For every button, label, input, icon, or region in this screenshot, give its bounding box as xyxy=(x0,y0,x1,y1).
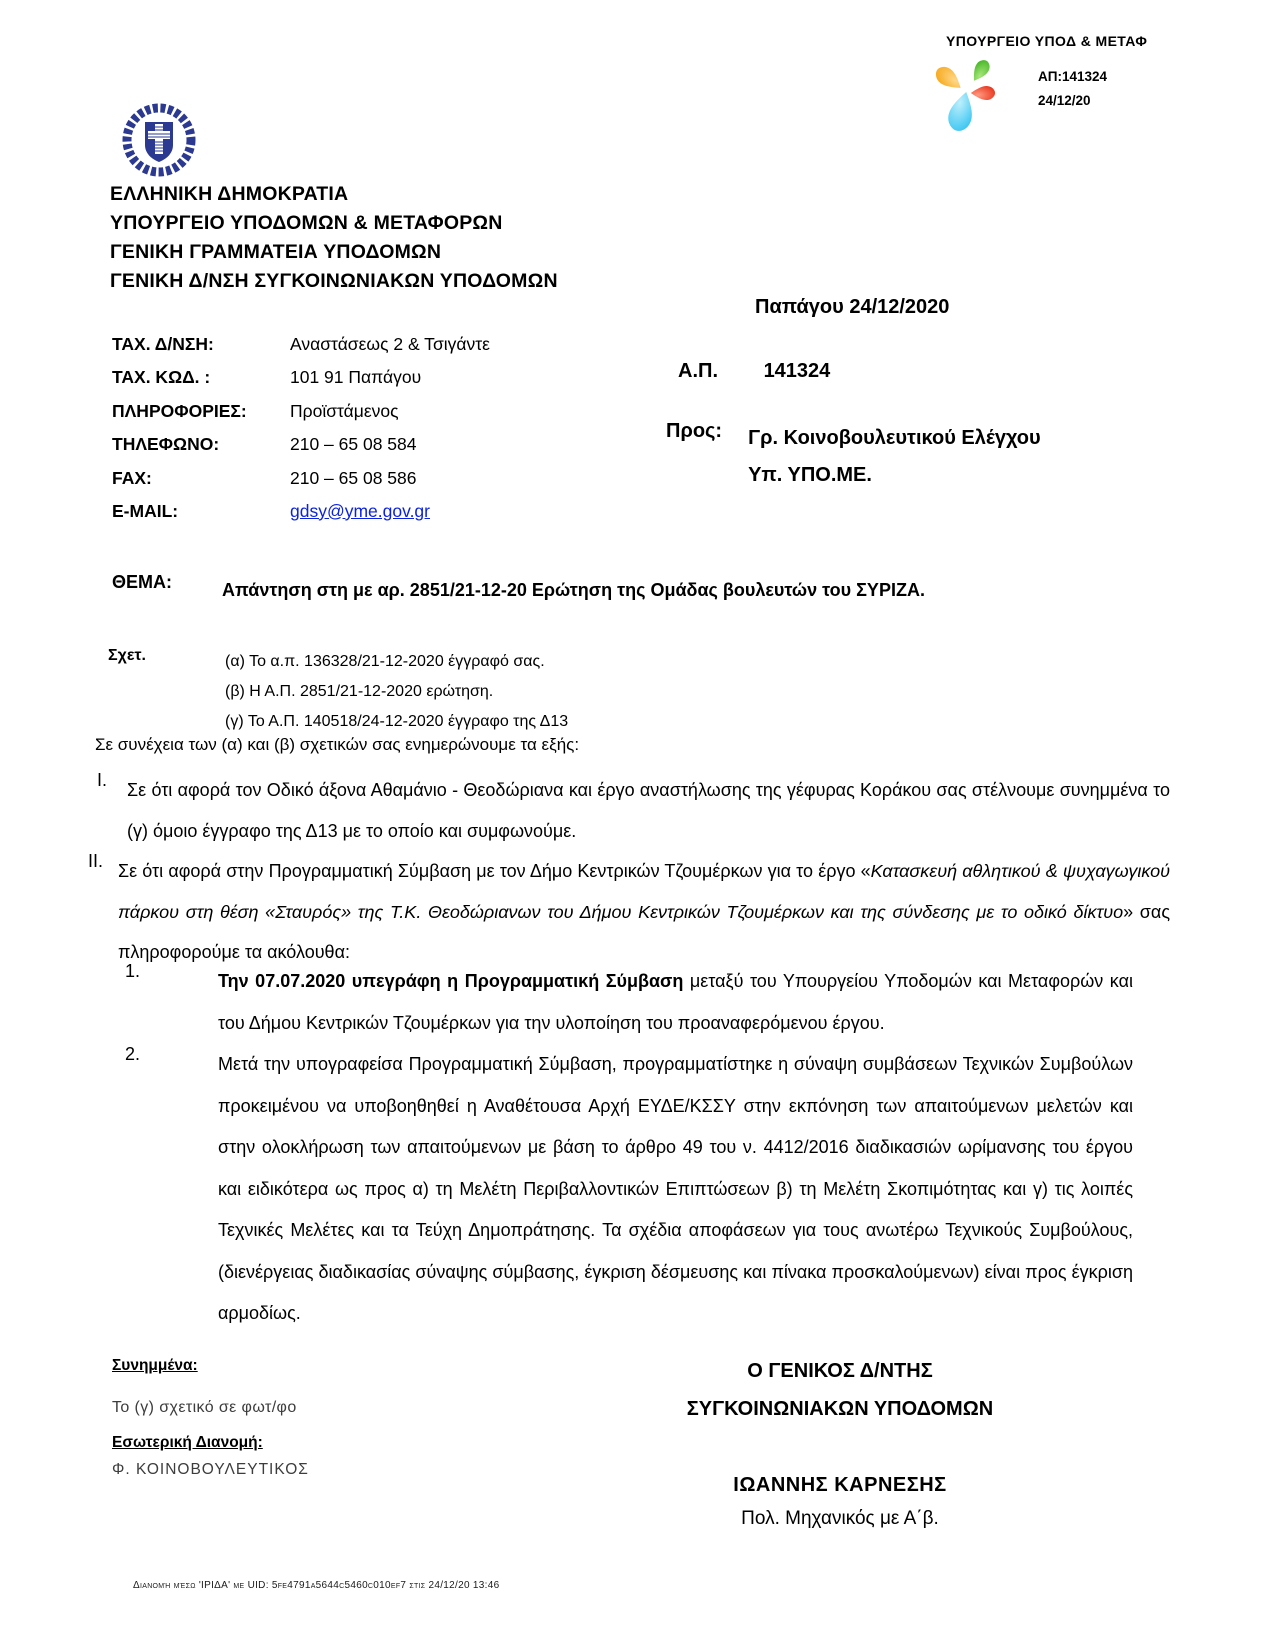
contact-label: ΠΛΗΡΟΦΟΡΙΕΣ: xyxy=(112,401,247,421)
contact-row-email xyxy=(112,501,612,534)
body-intro: Σε συνέχεια των (α) και (β) σχετικών σας ενημερώνουμε τα εξής: xyxy=(95,735,580,754)
subitem-number: 1. xyxy=(125,961,141,981)
contact-value: 101 91 Παπάγου xyxy=(290,366,422,387)
contact-block xyxy=(112,334,612,533)
subject-text: Απάντηση στη με αρ. 2851/21-12-20 Ερώτηση της Ομάδας βουλευτών του ΣΥΡΙΖΑ. xyxy=(222,580,925,600)
contact-value: 210 – 65 08 586 xyxy=(290,468,417,488)
contact-value: Αναστάσεως 2 & Τσιγάντε xyxy=(290,334,490,354)
subject-block xyxy=(112,572,1142,609)
contact-row-phone xyxy=(112,434,612,467)
stamp-date: 24/12/20 xyxy=(1038,93,1091,108)
stamp-ministry-title: ΥΠΟΥΡΓΕΙΟ ΥΠΟΔ & ΜΕΤΑΦ xyxy=(946,33,1148,49)
subitem-number: 2. xyxy=(125,1044,141,1064)
item-number: ΙΙ. xyxy=(88,851,104,871)
recipient-block xyxy=(666,420,1041,494)
protocol-row xyxy=(678,360,830,383)
item-text: Σε ότι αφορά στην Προγραμματική Σύμβαση με τον Δήμο Κεντρικών Τζουμέρκων για το έργο «Κατασκευή αθλητικού & ψυχαγωγικού πάρκου στη θέση «Σταυρός» της Τ.Κ. Θεοδώριανων του Δήμου Κεντρικών Τζουμέρκων και της σύνδεσης με το οδικό δίκτυο» σας πληροφορούμε τα ακόλουθα: xyxy=(118,861,1171,962)
contact-row-address xyxy=(112,334,612,367)
contact-value: Προϊστάμενος xyxy=(290,401,399,421)
signer-role: Πολ. Μηχανικός με Α΄β. xyxy=(741,1508,939,1529)
body-item-2 xyxy=(88,851,1170,973)
letterhead-line-republic: ΕΛΛΗΝΙΚΗ ΔΗΜΟΚΡΑΤΙΑ xyxy=(110,183,349,205)
signer-title-line2: ΣΥΓΚΟΙΝΩΝΙΑΚΩΝ ΥΠΟΔΟΜΩΝ xyxy=(686,1398,994,1420)
place-and-date: Παπάγου 24/12/2020 xyxy=(755,296,950,318)
contact-label: ΤΑΧ. ΚΩΔ. : xyxy=(112,366,211,387)
email-link[interactable]: gdsy@yme.gov.gr xyxy=(290,500,430,521)
related-item-a: (α) Το α.π. 136328/21-12-2020 έγγραφό σας. xyxy=(225,653,545,670)
body-subitem-2 xyxy=(125,1044,1133,1335)
attachments-label: Συνημμένα: xyxy=(112,1357,198,1374)
subitem-text: Μετά την υπογραφείσα Προγραμματική Σύμβαση, προγραμματίστηκε η σύναψη συμβάσεων Τεχνικών Συμβούλων προκειμένου να υποβοηθηθεί η Αναθέτουσα Αρχή ΕΥΔΕ/ΚΣΣΥ στην εκπόνηση των απαιτούμενων μελετών και στην ολοκλήρωση των απαιτούμενων με βάση το άρθρο 49 του ν. 4412/2016 διαδικασιών ωρίμανσης του έργου και ειδικότερα ως προς α) τη Μελέτη Περιβαλλοντικών Επιπτώσεων β) τη Μελέτη Σκοπιμότητας και γ) τις λοιπές Τεχνικές Μελέτες και τα Τεύχη Δημοπράτησης. Τα σχέδια αποφάσεων για τους ανωτέρω Τεχνικούς Συμβούλους, (διενέργειας διαδικασίας σύναψης σύμβασης, έγκριση δέσμευσης και πίνακα προσκαλούμενων) είναι προς έγκριση αρμοδίως. xyxy=(218,1054,1133,1323)
signing-date-bold: Την 07.07.2020 υπεγράφη η Προγραμματική Σύμβαση xyxy=(218,971,684,991)
project-title-italic: Κατασκευή αθλητικού & ψυχαγωγικού πάρκου στη θέση «Σταυρός» της Τ.Κ. Θεοδώριανων του Δήμου Κεντρικών Τζουμέρκων και της σύνδεσης με το οδικό δίκτυο xyxy=(118,861,1171,922)
contact-label: ΤΗΛΕΦΩΝΟ: xyxy=(112,433,220,454)
attachments-item: Το (γ) σχετικό σε φωτ/φο xyxy=(112,1399,297,1416)
related-block xyxy=(108,647,568,737)
contact-row-fax xyxy=(112,468,612,501)
protocol-label: Α.Π. xyxy=(678,360,718,382)
contact-row-postal-code xyxy=(112,367,612,400)
attachments-block xyxy=(112,1357,309,1479)
signature-block xyxy=(620,1352,1060,1530)
item-number: Ι. xyxy=(97,770,108,790)
recipient-line-ministry: Υπ. ΥΠΟ.ΜΕ. xyxy=(748,464,872,486)
letterhead-line-secretariat: ΓΕΝΙΚΗ ΓΡΑΜΜΑΤΕΙΑ ΥΠΟΔΟΜΩΝ xyxy=(110,241,442,263)
recipient-line-office: Γρ. Κοινοβουλευτικού Ελέγχου xyxy=(748,427,1041,449)
recipient-label: Προς: xyxy=(666,420,723,442)
body-item-1 xyxy=(97,770,1170,851)
internal-distribution-item: Φ. ΚΟΙΝΟΒΟΥΛΕΥΤΙΚΟΣ xyxy=(112,1461,309,1478)
letterhead-line-directorate: ΓΕΝΙΚΗ Δ/ΝΣΗ ΣΥΓΚΟΙΝΩΝΙΑΚΩΝ ΥΠΟΔΟΜΩΝ xyxy=(110,270,558,292)
signer-title-line1: Ο ΓΕΝΙΚΟΣ Δ/ΝΤΗΣ xyxy=(747,1360,933,1382)
protocol-value: 141324 xyxy=(763,360,831,382)
hellenic-republic-emblem-icon xyxy=(120,100,198,180)
internal-distribution-label: Εσωτερική Διανομή: xyxy=(112,1434,263,1451)
related-item-c: (γ) Το Α.Π. 140518/24-12-2020 έγγραφο της Δ13 xyxy=(225,713,569,730)
body-subitem-1 xyxy=(125,961,1133,1044)
irida-logo-icon xyxy=(928,58,1000,134)
item-text: Σε ότι αφορά τον Οδικό άξονα Αθαμάνιο - Θεοδώριανα και έργο αναστήλωσης της γέφυρας Κοράκου σας στέλνουμε συνημμένα το (γ) όμοιο έγγραφο της Δ13 με το οποίο και συμφωνούμε. xyxy=(127,780,1170,841)
irida-distribution-footer: Διανομή μέσω 'ΙΡΙΔΑ' με UID: 5fe4791a5644c5460c010ef7 στις 24/12/20 13:46 xyxy=(133,1580,500,1591)
signer-name: ΙΩΑΝΝΗΣ ΚΑΡΝΕΣΗΣ xyxy=(733,1474,947,1496)
letterhead-line-ministry: ΥΠΟΥΡΓΕΙΟ ΥΠΟΔΟΜΩΝ & ΜΕΤΑΦΟΡΩΝ xyxy=(110,212,503,234)
contact-label: FAX: xyxy=(112,468,152,488)
contact-row-information xyxy=(112,401,612,434)
subject-label: ΘΕΜΑ: xyxy=(112,572,172,592)
contact-value: 210 – 65 08 584 xyxy=(290,433,417,454)
subitem-text: Την 07.07.2020 υπεγράφη η Προγραμματική Σύμβαση μεταξύ του Υπουργείου Υποδομών και Μεταφορών και του Δήμου Κεντρικών Τζουμέρκων για την υλοποίηση του προαναφερόμενου έργου. xyxy=(218,971,1133,1033)
contact-label: ΤΑΧ. Δ/ΝΣΗ: xyxy=(112,334,214,354)
related-label: Σχετ. xyxy=(108,647,146,664)
letterhead xyxy=(110,180,558,296)
related-item-b: (β) Η Α.Π. 2851/21-12-2020 ερώτηση. xyxy=(225,683,494,700)
contact-label: E-MAIL: xyxy=(112,500,179,521)
stamp-protocol-number: ΑΠ:141324 xyxy=(1038,69,1108,84)
